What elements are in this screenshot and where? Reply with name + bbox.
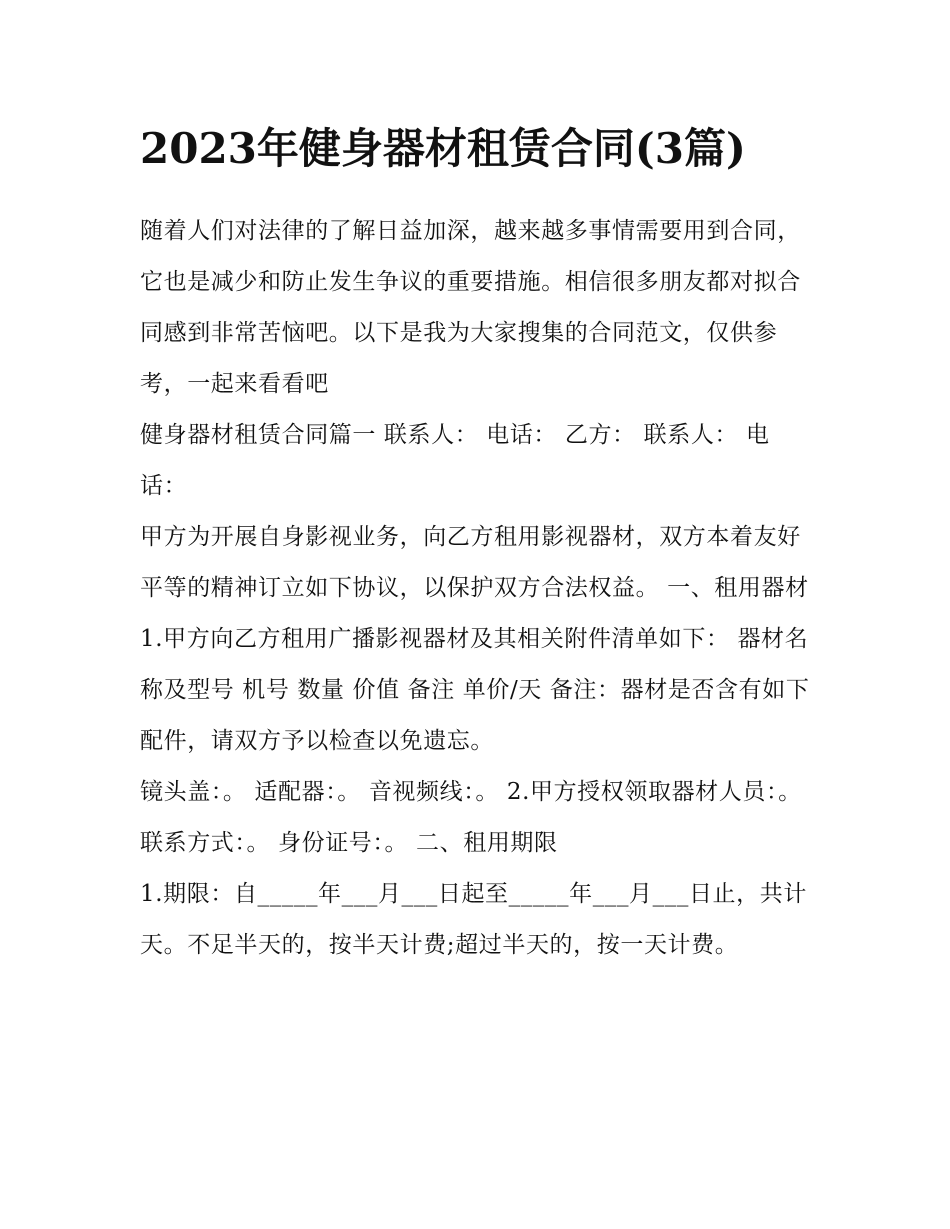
document-page xyxy=(140,112,815,971)
intro-paragraph: 随着人们对法律的了解日益加深，越来越多事情需要用到合同，它也是减少和防止发生争议的重要措施。相信很多朋友都对拟合同感到非常苦恼吧。以下是我为大家搜集的合同范文，仅供参考，一起来看看吧 xyxy=(140,218,801,397)
purpose-paragraph: 甲方为开展自身影视业务，向乙方租用影视器材，双方本着友好平等的精神订立如下协议，以保护双方合法权益。 一、租用器材 xyxy=(140,524,809,601)
contract-header-paragraph: 健身器材租赁合同篇一 联系人： 电话： 乙方： 联系人： 电话： xyxy=(140,422,770,499)
term-paragraph: 1.期限：自_____年___月___日起至_____年___月___日止，共计天。不足半天的，按半天计费;超过半天的，按一天计费。 xyxy=(140,881,807,958)
accessories-paragraph: 镜头盖：。 适配器：。 音视频线：。 2.甲方授权领取器材人员：。 联系方式：。 身份证号：。 二、租用期限 xyxy=(140,779,802,856)
document-body xyxy=(140,206,815,971)
document-title: 2023年健身器材租赁合同(3篇) xyxy=(140,124,746,173)
equipment-list-paragraph: 1.甲方向乙方租用广播影视器材及其相关附件清单如下： 器材名称及型号 机号 数量 价值 备注 单价/天 备注：器材是否含有如下配件，请双方予以检查以免遗忘。 xyxy=(140,626,810,754)
